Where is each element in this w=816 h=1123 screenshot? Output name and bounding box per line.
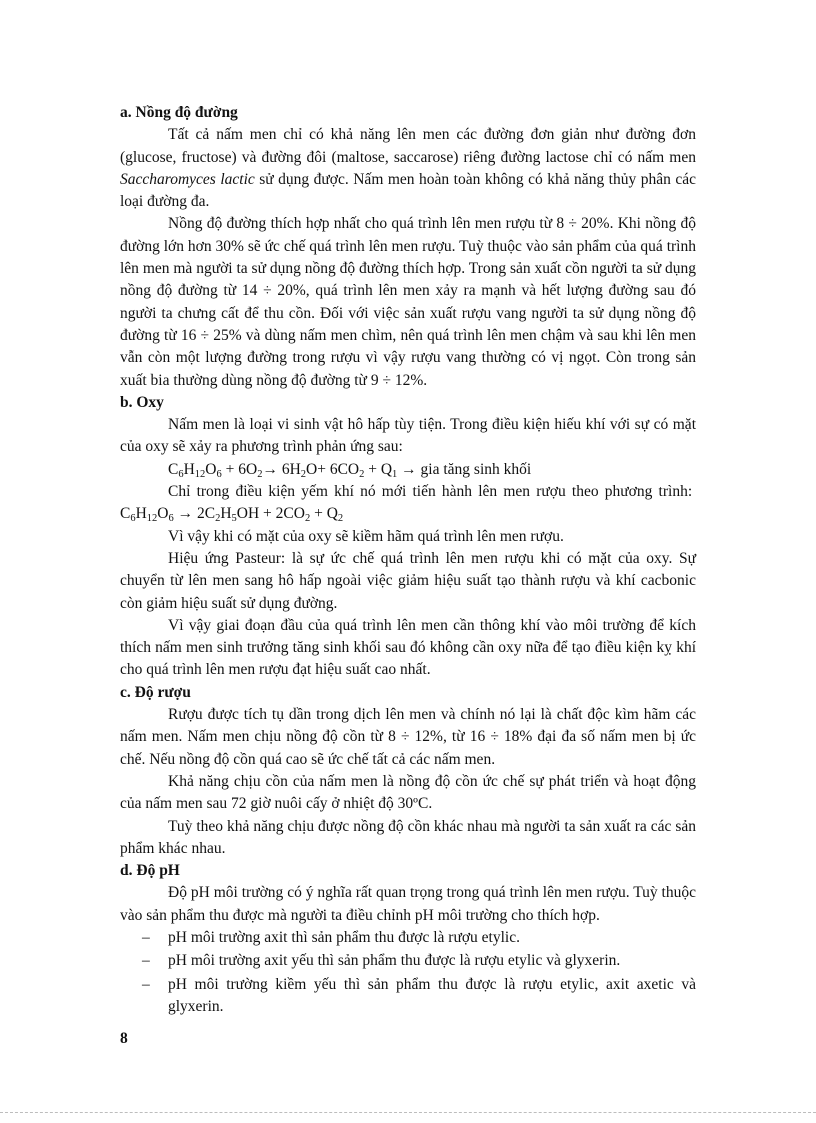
section-heading-oxygen: b. Oxy (120, 393, 164, 411)
list-item: – pH môi trường axit yếu thì sản phẩm thu được là rượu etylic và glyxerin. (142, 952, 621, 970)
list-item: – pH môi trường axit thì sản phẩm thu được là rượu etylic. (142, 928, 520, 946)
paragraph: Vì vậy khi có mặt của oxy sẽ kiềm hãm quá trình lên men rượu. (168, 527, 564, 545)
paragraph: Hiệu ứng Pasteur: là sự ức chế quá trình lên men rượu khi có mặt của oxy. Sự chuyển từ lên men sang hô hấp ngoài việc giảm hiệu suất tạo thành rượu và khí cacbonic còn giảm hiệu suất sử dụng đường. (120, 549, 696, 612)
paragraph: Tuỳ theo khả năng chịu được nồng độ cồn khác nhau mà người ta sản xuất ra các sản phẩm khác nhau. (120, 817, 696, 857)
paragraph: Rượu được tích tụ dần trong dịch lên men và chính nó lại là chất độc kìm hãm các nấm men. Nấm men chịu nồng độ cồn từ 8 ÷ 12%, từ 16 ÷ 18% đại đa số nấm men bị ức chế. Nếu nồng độ cồn quá cao sẽ ức chế tất cả các nấm men. (120, 706, 696, 768)
ph-list (120, 927, 696, 1018)
paragraph: Chỉ trong điều kiện yếm khí nó mới tiến hành lên men rượu theo phương trình: $C_6H_{12}O_6 \to 2C_2H_5OH + 2CO_2 + Q_2$ (120, 483, 693, 525)
page-number: 8 (120, 1030, 128, 1047)
paragraph: Khả năng chịu cồn của nấm men là nồng độ cồn ức chế sự phát triển và hoạt động của nấm men sau 72 giờ nuôi cấy ở nhiệt độ 30ºC. (120, 772, 696, 813)
paragraph: Độ pH môi trường có ý nghĩa rất quan trọng trong quá trình lên men rượu. Tuỳ thuộc vào sản phẩm thu được mà người ta điều chỉnh pH môi trường cho thích hợp. (120, 884, 696, 924)
species-name: Saccharomyces lactic (120, 170, 255, 188)
paragraph: Nồng độ đường thích hợp nhất cho quá trình lên men rượu từ 8 ÷ 20%. Khi nồng độ đường lớn hơn 30% sẽ ức chế quá trình lên men rượu. Tuỳ thuộc vào sản phẩm của quá trình lên men mà người ta sử dụng nồng độ đường thích hợp. Trong sản xuất cồn người ta sử dụng nồng độ đường từ 14 ÷ 20%, quá trình lên men xảy ra mạnh và hết lượng đường sau đó người ta chưng cất để thu cồn. Đối với việc sản xuất rượu vang người ta sử dụng nồng độ đường từ 16 ÷ 25% và dùng nấm men chìm, nên quá trình lên men chậm và sau khi lên men vẫn còn một lượng đường trong rượu vì vậy rượu vang thường có vị ngọt. Còn trong sản xuất bia thường dùng nồng độ đường từ 9 ÷ 12%. (120, 215, 696, 389)
aerobic-equation: $C_6H_{12}O_6 + 6O_2\to 6H_2O+ 6CO_2 + Q_1$ → gia tăng sinh khối (168, 460, 532, 480)
section-heading-alcohol: c. Độ rượu (120, 683, 191, 701)
document-page (120, 102, 696, 1019)
anaerobic-equation: $C_6H_{12}O_6 \to 2C_2H_5OH + 2CO_2 + Q_2$ (120, 505, 344, 525)
section-heading-ph: d. Độ pH (120, 862, 180, 880)
page-bottom-divider (0, 1112, 816, 1113)
list-item: – pH môi trường kiềm yếu thì sản phẩm thu được là rượu etylic, axit axetic và glyxerin. (142, 975, 696, 1015)
section-heading-sugar: a. Nồng độ đường (120, 104, 238, 121)
paragraph: Vì vậy giai đoạn đầu của quá trình lên men cần thông khí vào môi trường để kích thích nấm men sinh trưởng tăng sinh khối sau đó không cần oxy nữa để tạo điều kiện kỵ khí cho quá trình lên men rượu đạt hiệu suất cao nhất. (120, 616, 696, 679)
paragraph: Tất cả nấm men chỉ có khả năng lên men các đường đơn giản như đường đơn (glucose, fructose) và đường đôi (maltose, saccarose) riêng đường lactose chỉ có nấm men Saccharomyces lactic sử dụng được. Nấm men hoàn toàn không có khả năng thủy phân các loại đường đa. (120, 126, 696, 211)
paragraph: Nấm men là loại vi sinh vật hô hấp tùy tiện. Trong điều kiện hiếu khí với sự có mặt của oxy sẽ xảy ra phương trình phản ứng sau: (120, 416, 696, 456)
